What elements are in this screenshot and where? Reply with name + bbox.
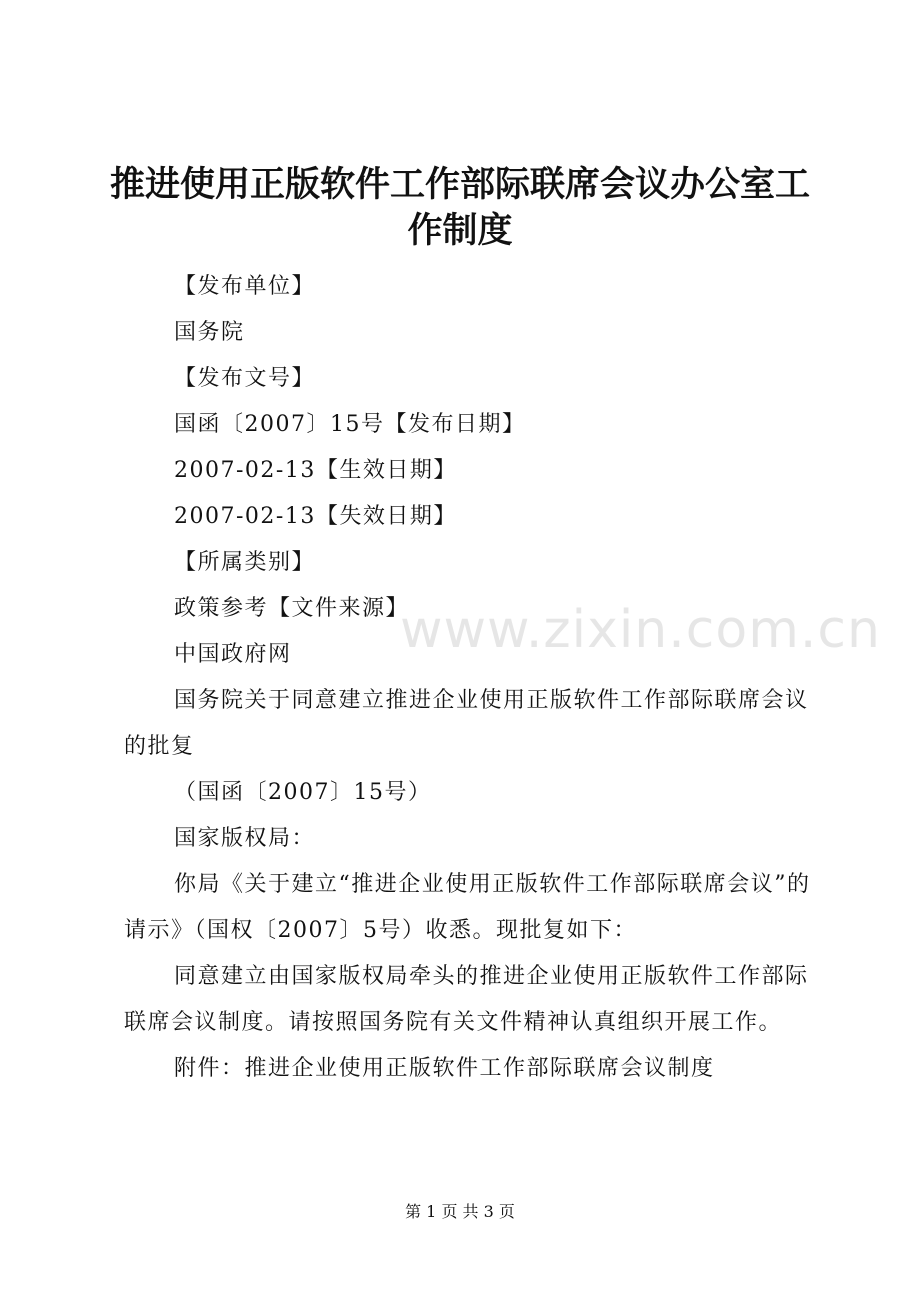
field-label-issuer: 【发布单位】 [174,274,316,299]
field-issue-date-and-effective-label: 2007-02-13【生效日期】 [174,458,457,483]
reply-doc-number: （国函〔2007〕15号） [174,780,432,805]
attachment-line: 附件：推进企业使用正版软件工作部际联席会议制度 [174,1056,715,1081]
field-label-category: 【所属类别】 [174,550,316,575]
page-footer: 第 1 页 共 3 页 [405,1202,515,1221]
field-label-doc-number: 【发布文号】 [174,366,316,391]
body-paragraph: 同意建立由国家版权局牵头的推进企业使用正版软件工作部际联席会议制度。请按照国务院有关文件精神认真组织开展工作。 [124,964,809,1035]
document-body [124,264,814,1092]
field-category-and-source-label: 政策参考【文件来源】 [174,596,410,621]
field-effective-date-and-expiry-label: 2007-02-13【失效日期】 [174,504,457,529]
document-title: 推进使用正版软件工作部际联席会议办公室工作制度 [110,165,811,251]
reply-heading: 国务院关于同意建立推进企业使用正版软件工作部际联席会议的批复 [124,688,809,759]
field-value-issuer: 国务院 [174,320,245,345]
body-paragraph: 你局《关于建立“推进企业使用正版软件工作部际联席会议”的请示》（国权〔2007〕5号）收悉。现批复如下： [124,872,811,943]
watermark: www.zixin.com.cn [400,600,881,660]
addressee: 国家版权局： [174,826,316,851]
field-doc-number-and-issue-date-label: 国函〔2007〕15号【发布日期】 [174,412,526,437]
field-value-source: 中国政府网 [174,642,292,667]
